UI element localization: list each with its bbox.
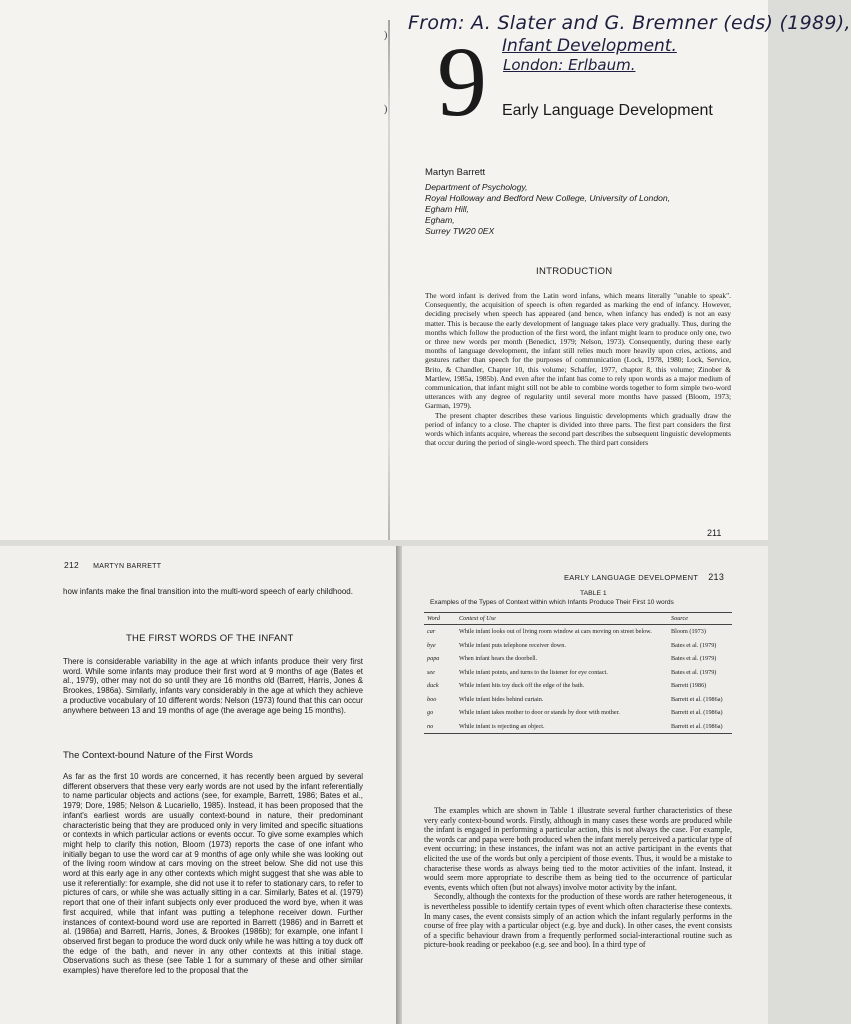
table-row (424, 625, 732, 639)
page-spine-shadow (388, 20, 390, 540)
table-row (424, 666, 732, 680)
table-row (424, 706, 732, 720)
table-header-cell: Word (424, 613, 456, 625)
table-cell-source: Barrett et al. (1986a) (671, 695, 723, 703)
paragraph: There is considerable variability in the age at which infants produce their very first word. While some infants may produce their first word at 9 months of age (Bates et al., 1979), other may not do so until they are 16 months old (Barrett, Harris, Jones & Brookes, 1986a). Similarly, infants vary considerably in the age at which they achieve a productive vocabulary of 10 different words: Nelson (1973) found that this can occur anywhere between 13 and 19 months of age (the average age being 15 months). (63, 657, 363, 715)
table-cell-context: While infant looks out of living room window at cars moving on street below. (459, 628, 652, 635)
table-cell-word: duck (427, 682, 439, 689)
author-affiliation (425, 182, 670, 237)
paragraph: Secondly, although the contexts for the production of these words are rather heterogeneous, it is nevertheless possible to identify certain types of event which often characterise these contexts. In many cases, the event consists simply of an action which the infant regularly performs in the course of free play with a particular object (e.g. bye and duck). In other cases, the event consists of a specific behaviour drawn from a frequently performed social-interactional routine such as picture-book reading or peekaboo (e.g. see and boo). In a third type of (424, 892, 732, 950)
section-heading: THE FIRST WORDS OF THE INFANT (126, 633, 294, 644)
right-page (402, 546, 768, 1024)
table-cell-source: Barrett (1986) (671, 682, 707, 689)
affiliation-line: Surrey TW20 0EX (425, 226, 495, 236)
page-number: 211 (707, 528, 722, 538)
margin-mark: ) (384, 30, 388, 41)
table-row (424, 693, 732, 707)
running-head-title: MARTYN BARRETT (93, 563, 162, 570)
running-head (64, 560, 161, 570)
table-cell-source: Barrett et al. (1986a) (668, 720, 732, 734)
table-cell-source: Barrett et al. (1986a) (671, 709, 723, 716)
chapter-title: Early Language Development (502, 102, 713, 119)
table-cell-context: While infant hides behind curtain. (459, 695, 544, 703)
table-row (424, 652, 732, 666)
paragraph: The present chapter describes these various linguistic developments which gradually draw the period of infancy to a close. The chapter is divided into three parts. The first part considers the first words which infants acquire, whereas the second part describes the subsequent linguistic developments that occur during the period of single-word speech. The third part considers (425, 410, 731, 448)
affiliation-line: Egham, (425, 215, 455, 225)
section-heading-introduction: INTRODUCTION (536, 266, 613, 277)
affiliation-line: Royal Holloway and Bedford New College, University of London, (425, 193, 671, 203)
table-row (424, 720, 732, 734)
table-cell-word: no (424, 720, 456, 734)
table-cell-word: papa (427, 655, 440, 662)
table-cell-context: While infant takes mother to door or stands by door with mother. (459, 709, 620, 716)
table-cell-context: While infant points, and turns to the listener for eye contact. (459, 668, 608, 676)
affiliation-line: Department of Psychology, (425, 182, 528, 192)
paragraph: The word infant is derived from the Latin word infans, which means literally "unable to speak". Consequently, the acquisition of speech is often regarded as marking the end of infancy. However, deciding precisely when speech has appeared (and hence, when infancy has ended) is not an easy matter. This is because the early development of language takes place very gradually. Thus, during the months which follow the production of the first word, the infant might learn to produce only one, two or three new words per month (Benedict, 1979; Nelson, 1973). Consequently, during these early months of language development, the infant still relies much more heavily upon cries, actions, and gestures rather than speech for the purposes of communication (Lock, 1978, 1980; Lock, Service, Brito, & Chandler, Chapter 10, this volume; Schaffer, 1977, chapter 8, this volume; Zinober & Martlew, 1985a, 1985b). And even after the infant has come to rely upon words as a major medium of communication, that infant might still not be able to combine words together to form simple two-word utterances with any degree of regularity until several more months have passed (Bloom, 1973; Garman, 1979). (425, 291, 731, 411)
left-page (0, 546, 400, 1024)
paragraph: The examples which are shown in Table 1 illustrate several further characteristics of these very early context-bound words. Firstly, although in many cases these words are produced while the infant is engaged in performing a particular action, this is not always the case. For example, the words car and papa were both produced when the infant merely perceived a particular type of event occurring; in these instances, the infant was not an active participant in the events that elicited the use of the words but only a percipient of those events. Thus, it would be a mistake to characterise these words as always being tied to the motor activities of the infant. Instead, it would seem more appropriate to describe them as being tied to the occurrence of particular events, events which often (but not always) involve motor activity by the infant. (424, 806, 732, 892)
table-header-cell: Source (668, 613, 732, 625)
table-cell-context: While infant is rejecting an object. (456, 720, 668, 734)
table-cell-context: When infant hears the doorbell. (459, 655, 538, 662)
table-cell-word: go (427, 709, 434, 716)
table-cell-word: bye (427, 641, 436, 649)
table-cell-context: While infant hits toy duck off the edge of the bath. (459, 682, 585, 689)
table-cell-word: boo (427, 695, 437, 703)
paragraph: As far as the first 10 words are concerned, it has recently been argued by several different observers that these very early words are not used by the infant referentially to name particular objects and actions (see, for example, Barrett, 1986; Bates et al., 1979; Dore, 1985; Nelson & Lucariello, 1985). Instead, it has been proposed that the infant's earliest words are usually context-bound in nature, their predominant characteristic being that they are produced only in very limited and specific situations or contexts in which particular actions or events occur. To give some examples which might help to clarify this notion, Bloom (1973) reports the case of one infant who initially began to use the word car at 9 months of age only while she was looking out of the living room window at cars moving on the street below. She did not use this word at this early age in any other contexts which might suggest that she was able to use it referentially: for example, she did not use it to refer to stationary cars, to refer to pictures of cars, or while she was actually sitting in a car. Similarly, Bates et al. (1979) report that one of their infant subjects only ever produced the word bye, when it was first acquired, while that infant was putting a telephone receiver down. Further instances of context-bound word use are reported in Barrett (1986) and in Barrett et al. (1986a) and Barrett, Harris, Jones, & Brookes (1986b); for example, one infant I observed first began to produce the word duck only while he was hitting a toy duck off the edge of the bath, and never in any other contexts at this initial stage. Observations such as these (see Table 1 for a summary of these and other similar examples) have therefore led to the proposal that the (63, 772, 363, 976)
introduction-body (425, 291, 731, 447)
table-label: TABLE 1 (580, 590, 607, 597)
right-page-body (424, 806, 732, 950)
table-cell-source: Bates et al. (1979) (671, 668, 717, 676)
table-header-cell: Context of Use (456, 613, 668, 625)
table-cell-context: While infant puts telephone receiver down. (459, 641, 566, 649)
context-table (424, 612, 732, 734)
table-cell-source: Bates et al. (1979) (671, 641, 717, 649)
table-header-row (424, 613, 732, 625)
handwritten-citation-line-3: London: Erlbaum. (503, 56, 636, 74)
page-number: 212 (64, 560, 80, 570)
handwritten-citation-line-2: Infant Development. (502, 36, 677, 56)
chapter-number: 9 (437, 26, 487, 137)
affiliation-line: Egham Hill, (425, 204, 469, 214)
subsection-heading: The Context-bound Nature of the First Words (63, 750, 253, 761)
lead-paragraph: how infants make the final transition into the multi-word speech of early childhood. (63, 587, 353, 596)
table-cell-word: car (427, 628, 436, 635)
table-cell-word: see (427, 668, 435, 676)
author-name: Martyn Barrett (425, 167, 486, 178)
table-cell-source: Bates et al. (1979) (671, 655, 717, 662)
running-head (564, 572, 724, 582)
table-cell-source: Bloom (1973) (671, 628, 706, 635)
handwritten-citation-line-1: From: A. Slater and G. Bremner (eds) (1989), (408, 12, 851, 34)
table-caption: Examples of the Types of Context within which Infants Produce Their First 10 words (430, 599, 674, 606)
margin-mark: ) (384, 104, 388, 115)
running-head-title: EARLY LANGUAGE DEVELOPMENT (564, 573, 699, 582)
table-row (424, 679, 732, 693)
table-row (424, 639, 732, 653)
page-number: 213 (708, 572, 725, 582)
